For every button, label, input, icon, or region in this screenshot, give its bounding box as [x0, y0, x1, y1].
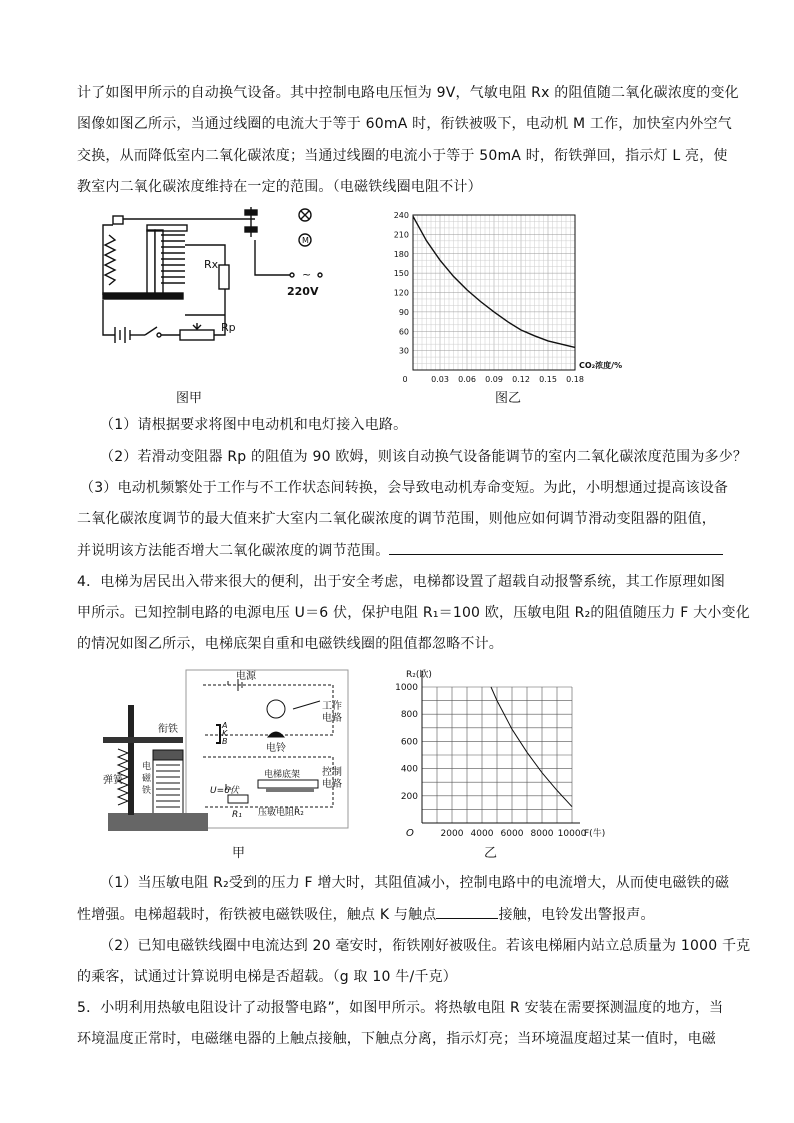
- x-tick-label: 0.18: [566, 375, 584, 384]
- y-tick-label: 400: [400, 764, 418, 775]
- origin-label: O: [406, 828, 414, 839]
- y-tick-label: 90: [398, 307, 409, 317]
- magnet-label-3: 铁: [142, 786, 152, 796]
- rx-label: Rx: [204, 258, 219, 271]
- elevator-circuit-figure: [98, 665, 358, 845]
- x-tick-label: 10000: [557, 829, 587, 839]
- x-tick-label: 0.15: [539, 375, 557, 384]
- x-tick-label: 0.09: [485, 375, 503, 384]
- frame-label: 电梯底架: [264, 770, 301, 780]
- y-tick-label: 30: [398, 346, 409, 356]
- x-tick-label: 8000: [530, 829, 554, 839]
- x-axis-label: F(牛): [584, 829, 606, 839]
- p4-q1-line-1: （1）当压敏电阻 R₂受到的压力 F 增大时，其阻值减小，控制电路中的电流增大，从而使电磁铁的磁: [100, 875, 730, 891]
- work-circuit-label-2: 电路: [322, 713, 342, 724]
- p4-q1-text-post: 接触，电铃发出警报声。: [498, 907, 655, 923]
- control-circuit-label-2: 电路: [322, 779, 342, 790]
- r2-label: 压敏电阻R₂: [258, 808, 304, 818]
- p5-line-2: 环境温度正常时，电磁继电器的上触点接触，下触点分离，指示灯亮；当环境温度超过某一值时，电磁: [77, 1031, 716, 1047]
- y-tick-label: 1000: [395, 683, 418, 693]
- x-tick-label: 0.03: [431, 375, 449, 384]
- p4-line-3: 的情况如图乙所示，电梯底架自重和电磁铁线圈的阻值都忽略不计。: [77, 636, 503, 652]
- fig-yi-caption: 图乙: [495, 391, 522, 406]
- x-tick-label: 4000: [470, 829, 494, 839]
- p3-line-2: 图像如图乙所示，当通过线圈的电流大于等于 60mA 时，衔铁被吸下，电动机 M 工作，加快室内外空气: [77, 116, 732, 132]
- magnet-label-1: 电: [142, 762, 152, 772]
- y-tick-label: 60: [398, 327, 409, 337]
- p4-q2-line-1: （2）已知电磁铁线圈中电流达到 20 毫安时，衔铁刚好被吸住。若该电梯厢内站立总质量为 1000 千克: [100, 938, 751, 954]
- y-tick-label: 200: [400, 791, 418, 802]
- y-tick-label: 800: [400, 710, 418, 721]
- p3-line-4: 教室内二氧化碳浓度维持在一定的范围。（电磁铁线圈电阻不计）: [77, 179, 482, 195]
- x-tick-label: 0.06: [458, 375, 476, 384]
- power-label: 电源: [236, 671, 256, 682]
- control-circuit-label-1: 控制: [322, 767, 342, 778]
- x-axis-label: CO₂浓度/%: [579, 361, 623, 370]
- contact-k: K: [222, 729, 228, 738]
- p4-line-1: 4．电梯为居民出入带来很大的便利，出于安全考虑，电梯都设置了超载自动报警系统，其工作原理如图: [77, 574, 726, 590]
- spring-label: 弹簧: [103, 775, 123, 786]
- p3-q1: （1）请根据要求将图中电动机和电灯接入电路。: [100, 417, 408, 433]
- x-tick-label: 0: [402, 375, 408, 384]
- voltage-label: 220V: [287, 285, 319, 298]
- elevator-fig-yi-caption: 乙: [484, 846, 498, 861]
- p4-q1-answer-blank: [436, 904, 498, 919]
- magnet-label-2: 磁: [142, 774, 152, 784]
- p5-line-1: 5．小明利用热敏电阻设计了动报警电路”，如图甲所示。将热敏电阻 R 安装在需要探测温度的地方，当: [77, 1000, 724, 1016]
- pressure-resistance-chart: [380, 665, 630, 845]
- p3-q3-line-1: （3）电动机频繁处于工作与不工作状态间转换，会导致电动机寿命变短。为此，小明想通过提高该设备: [80, 480, 729, 496]
- elevator-fig-jia-caption: 甲: [232, 846, 246, 861]
- p4-line-2: 甲所示。已知控制电路的电源电压 U＝6 伏，保护电阻 R₁＝100 欧，压敏电阻 R₂的阻值随压力 F 大小变化: [77, 605, 750, 621]
- armature-label: 衔铁: [158, 724, 178, 735]
- r1-label: R₁: [232, 810, 242, 820]
- p4-q2-line-2: 的乘客，试通过计算说明电梯是否超载。（g 取 10 牛/千克）: [77, 969, 457, 985]
- x-tick-label: 0.12: [512, 375, 530, 384]
- p3-line-3: 交换，从而降低室内二氧化碳浓度；当通过线圈的电流小于等于 50mA 时，衔铁弹回，指示灯 L 亮，使: [77, 148, 728, 164]
- p3-q3-line-3-text: 并说明该方法能否增大二氧化碳浓度的调节范围。: [77, 543, 390, 559]
- y-tick-label: 120: [393, 288, 409, 298]
- p3-q3-answer-blank: [389, 540, 723, 555]
- svg-text:M: M: [302, 236, 309, 245]
- rp-label: Rp: [221, 321, 236, 334]
- ac-label: ~: [302, 268, 312, 281]
- y-tick-label: 240: [393, 211, 409, 220]
- y-tick-label: 600: [400, 737, 418, 748]
- p3-line-1: 计了如图甲所示的自动换气设备。其中控制电路电压恒为 9V，气敏电阻 Rx 的阻值随二氧化碳浓度的变化: [77, 85, 739, 101]
- co2-resistance-chart: [385, 205, 655, 385]
- y-axis-label: R₂(欧): [406, 670, 432, 680]
- contact-b: B: [222, 737, 228, 746]
- voltage-u-label: U=6伏: [210, 786, 239, 796]
- contact-a: A: [222, 721, 228, 730]
- x-tick-label: 6000: [500, 829, 524, 839]
- series-line: [491, 687, 572, 807]
- y-tick-label: 180: [393, 249, 409, 259]
- p3-circuit-figure: [95, 205, 355, 365]
- bell-label: 电铃: [266, 743, 286, 754]
- work-circuit-label-1: 工作: [322, 701, 342, 712]
- y-tick-label: 150: [393, 269, 409, 279]
- y-tick-label: 210: [393, 230, 409, 240]
- p3-q3-line-3: [77, 540, 723, 561]
- p4-q1-text-pre: 性增强。电梯超载时，衔铁被电磁铁吸住，触点 K 与触点: [77, 907, 437, 923]
- fig-jia-caption: 图甲: [176, 391, 203, 406]
- p3-q2: （2）若滑动变阻器 Rp 的阻值为 90 欧姆，则该自动换气设备能调节的室内二氧化碳浓度范围为多少？: [100, 449, 748, 465]
- p3-q3-line-2: 二氧化碳浓度调节的最大值来扩大室内二氧化碳浓度的调节范围，则他应如何调节滑动变阻器的阻值，: [77, 511, 716, 527]
- p4-q1-line-2: [77, 904, 655, 925]
- x-tick-label: 2000: [440, 829, 464, 839]
